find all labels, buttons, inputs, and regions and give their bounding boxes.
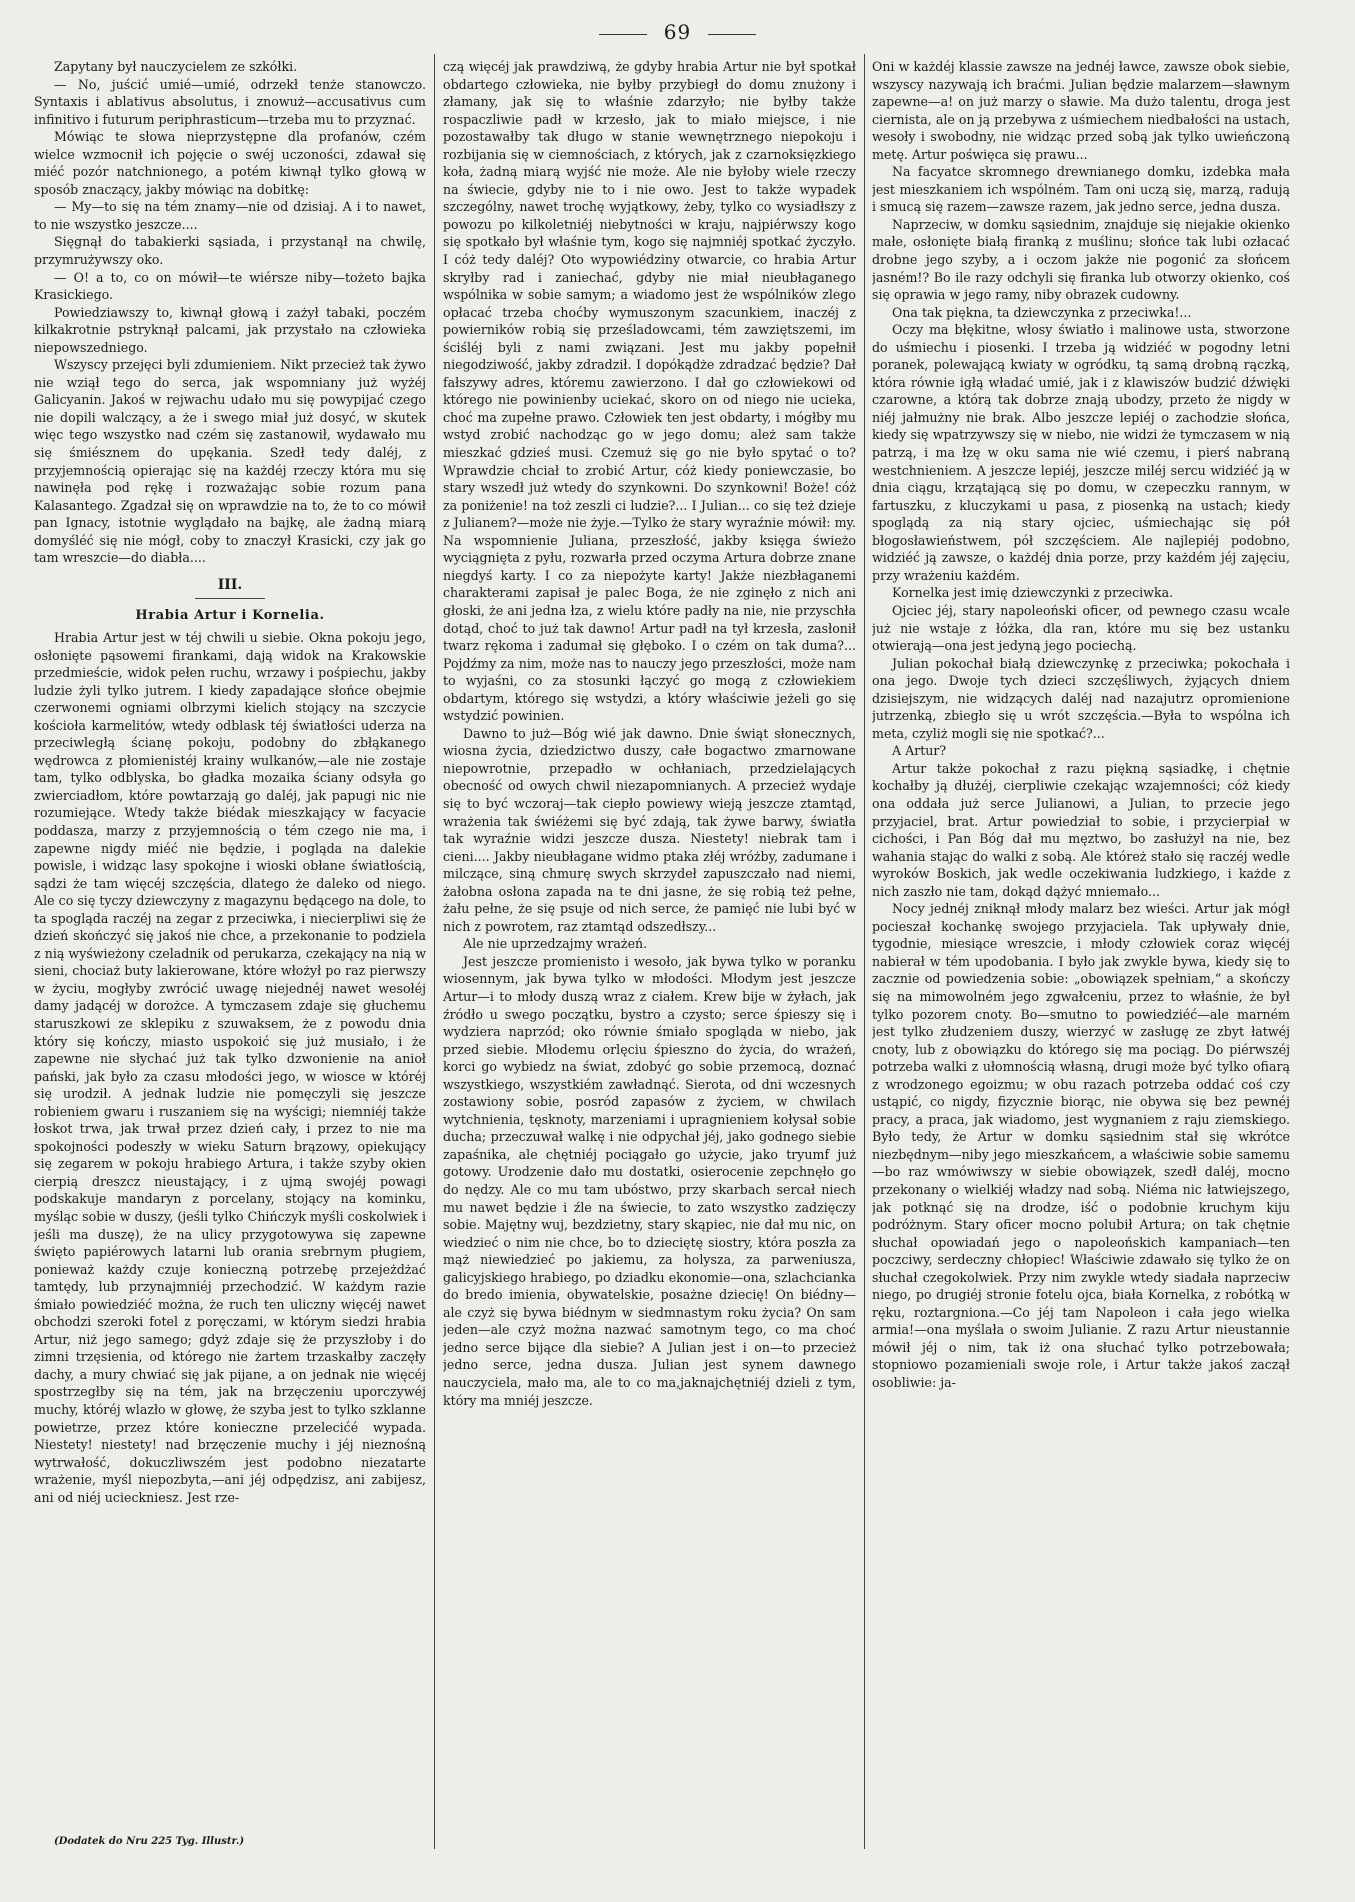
paragraph: Wszyscy przejęci byli zdumieniem. Nikt przecież tak żywo nie wziął tego do serca, jak wspomniany już wyżéj Galicyanin. Jakoś w rejwachu udało mu się powypijać czego nie dopili walczący, a że i swego miał już dosyć, w skutek więc tego wszystko nad czém się zastanowił, wydawało mu się śmiésznem do upękania. Szedł tedy daléj, z przyjemnością opierając się na każdéj rzeczy która mu się nawinęła pod rękę i rozważając sobie rozum pana Kalasantego. Zgadzał się on wprawdzie na to, że to co mówił pan Ignacy, istotnie wyglądało na bajkę, ale żadną miarą domyśléć się nie mógł, coby to znaczył Krasicki, czy jak go tam wreszcie—do diabła....: [34, 357, 426, 566]
paragraph: Oni w każdéj klassie zawsze na jednéj ławce, zawsze obok siebie, wszyscy nazywają ich braćmi. Julian będzie malarzem—sławnym zapewne—a! on już marzy o sławie. Ma dużo talentu, droga jest ciernista, ale on ją przebywa z uśmiechem niedbałości na ustach, wesoły i swobodny, nie widząc przed sobą jak tylko uwieńczoną metę. Artur poświęca się prawu...: [872, 59, 1290, 162]
paragraph: Nocy jednéj zniknął młody malarz bez wieści. Artur jak mógł pocieszał kochankę swojego przyjaciela. Tak upływały dnie, tygodnie, miesiące wreszcie, i młody człowiek coraz więcéj nabierał w tém upodobania. I było jak zwykle bywa, kiedy się to zacznie od powiedzenia sobie: „obowiązek spełniam,“ a skończy się na mimowolném jego zgwałceniu, przez to właśnie, że był tylko pozorem cnoty. Bo—smutno to powiedziéć—ale marném jest tylko złudzeniem duszy, wierzyć w zasługę ze zbyt łatwéj cnoty, lub z obowiązku do którego się ma pociąg. Do piérwszéj potrzeba walki z ułomnością własną, drugi może być tylko ofiarą z wrodzonego egoizmu; w obu razach potrzeba oddać coś czy ustąpić, co nigdy, fizycznie biorąc, nie obywa się bez pewnéj pracy, a praca, jak wiadomo, jest wygnaniem z raju ziemskiego. Było tedy, że Artur w domku sąsiednim stał się wkrótce niezbędnym—niby jego mieszkańcem, a właściwie sobie samemu—bo raz wmówiwszy w siebie obowiązek, szedł daléj, mocno przekonany o wielkiéj władzy nad sobą. Niéma nic łatwiejszego, jak potknąć się na drodze, iść o podobnie kruchym kiju podróżnym. Stary oficer mocno polubił Artura; on tak chętnie słuchał opowiadań jego o napoleońskich kampaniach—ten poczciwy, serdeczny chłopiec! Właściwie zdawało się tylko że on słuchał czegokolwiek. Przy nim zwykle wtedy siadała naprzeciw niego, po drugiéj stronie fotelu ojca, biała Kornelka, z robótką w ręku, roztargniona.—Co jéj tam Napoleon i cała jego wielka armia!—ona myślała o swoim Julianie. Z razu Artur nieustannie mówił jéj o nim, tak iż ona słuchać tylko potrzebowała; stopniowo pozamieniali swoje role, i Artur także jakoś zaczął osobliwie: ja-: [872, 901, 1290, 1391]
paragraph: Ale nie uprzedzajmy wrażeń.: [463, 936, 648, 952]
paragraph: Zapytany był nauczycielem ze szkółki.: [54, 59, 298, 74]
header-rule-right: [708, 34, 756, 35]
header-rule-left: [599, 34, 647, 35]
paragraph: Ona tak piękna, ta dziewczynka z przeciwka!...: [892, 304, 1192, 320]
paragraph: Sięgnął do tabakierki sąsiada, i przystanął na chwilę, przymrużywszy oko.: [34, 234, 426, 268]
paragraph: Powiedziawszy to, kiwnął głową i zażył tabaki, poczém kilkakrotnie pstryknął palcami, jak przystało na człowieka niepowszedniego.: [34, 304, 426, 355]
page-number: 69: [663, 20, 692, 44]
paragraph: — No, juścić umié—umié, odrzekł tenże stanowczo. Syntaxis i ablativus absolutus, i znowuż—accusativus cum infinitivo i futurum periphrasticum—trzeba mu to przyznać.: [34, 76, 426, 127]
column-divider-1: [434, 54, 435, 1849]
paragraph: A Artur?: [892, 743, 947, 759]
section-title: Hrabia Artur i Kornelia.: [135, 608, 325, 624]
paragraph: Julian pokochał białą dziewczynkę z przeciwka; pokochała i ona jego. Dwoje tych dzieci szczęśliwych, żyjących dniem dzisiejszym, nie widzących daléj nad nazajutrz opromienione jutrzenką, zbiegło się u wrót szczęścia.—Była to wspólna ich meta, czyliż mogli się nie spotkać?...: [872, 655, 1290, 741]
paragraph: Hrabia Artur jest w téj chwili u siebie. Okna pokoju jego, osłonięte pąsowemi firankami, dają widok na Krakowskie przedmieście, widok pełen ruchu, wrzawy i pośpiechu, jakby ludzie żyli tylko jutrem. I kiedy zapadające słońce obejmie czerwonemi ogniami olbrzymi kielich stojący na szczycie kościoła karmelitów, wtedy odblask téj światłości uderza na przeciwległą ścianę pokoju, podobny do zbłąkanego wędrowca z płomienistéj krainy wulkanów,—ale nie zostaje tam, tylko odblyska, bo gładka mozaika ściany odsyła go zwierciadłom, które powtarzają go daléj, jak papugi nic nie rozumiejące. Wtedy także biédak mieszkający w facyacie poddasza, marzy z przyjemnością o tém czego nie ma, i zapewne nigdy miéć nie będzie, i pogląda na dalekie powisle, i widząc lasy spokojne i wioski obłane światłością, sądzi że tam więcéj szczęścia, dlatego że daleko od niego. Ale co się tyczy dziewczyny z magazynu będącego na dole, to ta spogląda raczéj na zegar z przeciwka, i niecierpliwi się że dzień skończyć się jakoś nie chce, a przekonanie to podziela z nią wyświeżony czeladnik od perukarza, czekający na nią w sieni, chociaż buty lakierowane, które włożył po raz pierwszy w życiu, mogłyby zwrócić uwagę niejednéj nawet wesołéj damy jadącéj w dorożce. A tymczasem zdaje się głuchemu staruszkowi ze sklepiku z szuwaksem, że z powodu dnia który się kończy, miasto uspokoić się już musiało, i że zapewne nie słychać już tak tylko dzwonienie na anioł pański, jak było za czasu młodości jego, w wiosce w któréj się urodził. A jednak ludzie nie pomęczyli się jeszcze robieniem gwaru i ruszaniem się na wyścigi; niemniéj także łoskot trwa, jak trwał przez dzień cały, i przez to nie ma spokojności podeszły w wieku Saturn brązowy, opiekujący się zegarem w pokoju hrabiego Artura, i także szyby okien cierpią dreszcz nieustający, i z ujmą swojéj powagi podskakuje mandaryn z porcelany, stojący na kominku, myśląc sobie w duszy, (jeśli tylko Chińczyk myśli coskolwiek i jeśli ma duszę), że na ulicy przygotowywa się zapewne święto papiérowych latarni lub orania srebrnym pługiem, ponieważ każdy czuje konieczną potrzebę przejeżdżać tamtędy, lub przynajmniéj przechodzić. W każdym razie śmiało powiedziéć można, że ruch ten uliczny więcéj nawet obchodzi szeroki fotel z poręczami, w którym siedzi hrabia Artur, niż jego samego; gdyż zdaje się że przyszłoby i do zimni trzęsienia, od którego nie żartem trzaskałby zaczęły dachy, a mury chwiać się jak pijane, a on jednak nie więcéj spostrzegłby się na tém, jak na brzęczeniu uporczywéj muchy, któréj wlazło w głowę, że szyba jest to tylko szklanne powietrze, przez które konieczne przelecićé wypada. Niestety! niestety! nad brzęczenie muchy i jéj nieznośną wytrwałość, dokuczliwszém jest podobno niezatarte wrażenie, myśl niepozbyta,—ani jéj odpędzisz, ani zabijesz, ani od niéj ucieckniesz. Jest rze-: [34, 629, 426, 1505]
column-1: [34, 58, 426, 1848]
column-divider-2: [864, 54, 865, 1849]
paragraph: czą więcéj jak prawdziwą, że gdyby hrabia Artur nie był spotkał obdartego człowieka, nie byłby przybiegł do domu znużony i złamany, jak się to właśnie zdarzyło; nie byłby także rospaczliwie padł w krzesło, jak to miało miejsce, i nie pozostawałby tak długo w stanie wewnętrznego niepokoju i rozbijania się w ciemnościach, z których, jak z czarnoksięzkiego koła, żadną miarą wyjść nie może. Ale nie byłoby wiele rzeczy na świecie, gdyby nie to i nie owo. Jest to także wypadek szczególny, nawet trochę wyjątkowy, żeby, tylko co wysiadłszy z powozu po kilkoletniéj niebytności w kraju, najpiérwszy kogo się spotkało był właśnie tym, kogo się najmniéj spotkać życzyło. I cóż tedy daléj? Oto wypowiédziny otwarcie, co hrabia Artur skryłby rad i zaniechać, gdyby nie miał nieubłaganego wspólnika w sobie samym; a wiadomo jest że wspólników zlego opłacać trzeba choćby wymuszonym szacunkiem, inaczéj z powierników robią się prześladowcami, tém zawziętszemi, im ściśléj byli z nami związani. Jest mu jakby popełnił niegodziwość, jakby zdradził. I dopókądże zdradzać będzie? Dał fałszywy adres, któremu zawierzono. I dał go człowiekowi od którego nie powinienby uciekać, skoro on od niego nie ucieka, choć ma zupełne prawo. Człowiek ten jest obdarty, i mógłby mu wstyd zrobić nachodząc go w jego domu; ależ sam także mieszkać gdzieś musi. Czemuż się go nie było spytać o to? Wprawdzie chciał to zrobić Artur, cóż kiedy poniewczasie, bo stary wszedł już wtedy do szynkowni. Do szynkowni! Boże! cóż za poniżenie! na toż zeszli ci ludzie?... I Julian... co się też dzieje z Julianem?—może nie żyje.—Tylko że stary wyraźnie mówił: my. Na wspomnienie Juliana, przeszłość, jakby księga świeżo wyciągnięta z pyłu, rozwarła przed oczyma Artura dobrze znane niegdyś karty. I co za niepożyte karty! Jakże niezbłaganemi charakterami zapisał je palec Boga, że nie zginęło z nich ani głoski, że ani jedna łza, z wielu które padły na nie, nie przyschła dotąd, choć to już tak dawno! Artur padł na tył krzesła, zasłonił twarz rękoma i zadumał się głęboko. I o czém on tak duma?... Pojdźmy za nim, może nas to nauczy jego przeszłości, może nam to wyjaśni, co za stosunki łączyć go mogą z człowiekiem obdartym, którego się wstydzi, a który właściwie jeżeli go się wstydzić powinien.: [443, 59, 856, 724]
paragraph: Artur także pokochał z razu piękną sąsiadkę, i chętnie kochałby ją dłużéj, cierpliwie czekając wzajemności; cóż kiedy ona oddała już serce Julianowi, a Julian, to przecie jego przyjaciel, brat. Artur powiedział to sobie, i przycierpiał w cichości, i Pan Bóg dał mu męztwo, bo zasłużył na nie, bez wahania stając do walki z sobą. Ale któreż stało się raczéj wedle wyroków Boskich, jak wedle oczekiwania ludzkiego, i każde z nich zaszło nie tam, dokąd dążyć mniemało...: [872, 760, 1290, 899]
paragraph: — O! a to, co on mówił—te wiérsze niby—tożeto bajka Krasickiego.: [34, 269, 426, 303]
paragraph: — My—to się na tém znamy—nie od dzisiaj. A i to nawet, to nie wszystko jeszcze....: [34, 199, 426, 232]
supplement-footnote: (Dodatek do Nru 225 Tyg. Illustr.): [54, 1836, 245, 1847]
paragraph: Oczy ma błękitne, włosy światło i malinowe usta, stworzone do uśmiechu i piosenki. I trzeba ją widziéć w pogodny letni poranek, polewającą kwiaty w ogródku, tą samą drobną rączką, która równie igłą władać umié, jak i z klawiszów budzić dźwięki czarowne, a którą tak dobrze znają ubodzy, przeto że nigdy w niéj jałmużny nie brak. Albo jeszcze lepiéj o zachodzie słońca, kiedy się wpatrzywszy się w niebo, nie widzi że tymczasem w nią patrzą, i ma łzę w oku sama nie wié czemu, i pierś nabraną westchnieniem. A jeszcze lepiéj, jeszcze miléj sercu widziéć ją w dnia ciągu, krzątającą się po domu, w czepeczku rannym, w fartuszku, z kluczykami u pasa, z piosenką na ustach; kiedy spoglądą za nią stary ojciec, uśmiechając się pół błogosławieństwem, pół szczęściem. Ale najlepiéj podobno, widziéć ją zawsze, o każdéj dnia porze, przy każdém jéj zajęciu, przy wrażeniu każdém.: [872, 322, 1290, 583]
paragraph: Dawno to już—Bóg wié jak dawno. Dnie świąt słonecznych, wiosna życia, dziedzictwo duszy, całe bogactwo zmarnowane niepowrotnie, przepadło w ochłaniach, przedzielających obecność od owych chwil niezapomnianych. A przecież wydaje się to być wczoraj—tak ciepło powiewy wieją jeszcze ztamtąd, wrażenia tak świéżemi się być zdają, tak żywe barwy, światła tak wyraźnie widzi jeszcze dusza. Niestety! niebrak tam i cieni.... Jakby nieubłagane widmo ptaka złéj wróżby, zadumane i milczące, siną chmurę swych skrzydeł zapuszczało nad niemi, żałobna osłona zapada na te dni jasne, że się robią też pełne, żału pełne, że się psuje od nich serce, że pamięć nie lubi być w nich z powrotem, raz ztamtąd odszedłszy...: [443, 725, 856, 934]
paragraph: Jest jeszcze promienisto i wesoło, jak bywa tylko w poranku wiosennym, jak bywa tylko w młodości. Młodym jest jeszcze Artur—i to młody duszą wraz z ciałem. Krew bije w żyłach, jak źródło u swego początku, bystro a czysto; serce śpieszy się i wydziera naprzód; oko równie śmiało spogląda w niebo, jak przed siebie. Młodemu orlęciu śpieszno do życia, do wrażeń, korci go wybiedz na świat, zdobyć go sobie przemocą, doznać wszystkiego, wszystkiém zawładnąć. Sierota, od dni wczesnych zostawiony sobie, posród zapasów z życiem, w chwilach wytchnienia, tęsknoty, marzeniami i upragnieniem kołysał sobie ducha; przeczuwał walkę i nie odpychał jéj, jako godnego siebie zapaśnika, ale chętniéj pociągało go użycie, jako tryumf już gotowy. Urodzenie dało mu dostatki, osierocenie zepchnęło go do nędzy. Ale co mu tam ubóstwo, przy skarbach sercał niech mu nawet będzie i źle na świecie, to zato wszystko zadzięczy sobie. Majętny wuj, bezdzietny, stary skąpiec, nie dał mu nic, on wiedzieć o nim nie chce, bo to dzieciętę siostry, która poszła za mąż niewiedzieć po jakiemu, za holysza, za parweniusza, galicyjskiego hrabiego, po dziadku ekonomie—ona, szlachcianka do bredo imienia, obywatelskie, posażne dziecię! On biédny—ale czyż się bywa biédnym w siedmnastym roku życia? On sam jeden—ale czyż można nazwać samotnym tego, co ma choć jedno serce bijące dla siebie? A Julian jest i on—to przecież jedno serce, jedna dusza. Julian jest synem dawnego nauczyciela, mało ma, ale to co ma,jaknajchętniéj dzieli z tym, który ma mniéj jeszcze.: [443, 953, 856, 1408]
column-2: [443, 58, 856, 1848]
page-header: [0, 20, 1355, 44]
section-number: III.: [217, 576, 243, 593]
column-3: [872, 58, 1290, 1848]
section-rule: [195, 598, 265, 599]
paragraph: Na facyatce skromnego drewnianego domku, izdebka mała jest mieszkaniem ich wspólném. Tam oni uczą się, marzą, radują i smucą się razem—zawsze razem, jak jedno serce, jedna dusza.: [872, 164, 1290, 215]
paragraph: Ojciec jéj, stary napoleoński oficer, od pewnego czasu wcale już nie wstaje z łóżka, dla ran, które mu się bez ustanku otwierają—ona jest jedyną jego pociechą.: [872, 602, 1290, 654]
paragraph: Mówiąc te słowa nieprzystępne dla profanów, czém wielce wzmocnił ich pojęcie o swéj uczoności, zdawał się miéć pozór natchnionego, a potém kiwnął tylko głową w sposób znaczący, jakby mówiąc na dobitkę:: [34, 129, 426, 197]
paragraph: Kornelka jest imię dziewczynki z przeciwka.: [892, 585, 1174, 601]
paragraph: Naprzeciw, w domku sąsiednim, znajduje się niejakie okienko małe, osłonięte białą firanką z muślinu; słońce tak lubi ozłacać drobne jego szyby, a i oczom jakże nie pogonić za słońcem jasném!? Bo ile razy odchyli się firanka lub otworzy okienko, coś się oprawia w jego ramy, niby obrazek cudowny.: [872, 216, 1290, 303]
